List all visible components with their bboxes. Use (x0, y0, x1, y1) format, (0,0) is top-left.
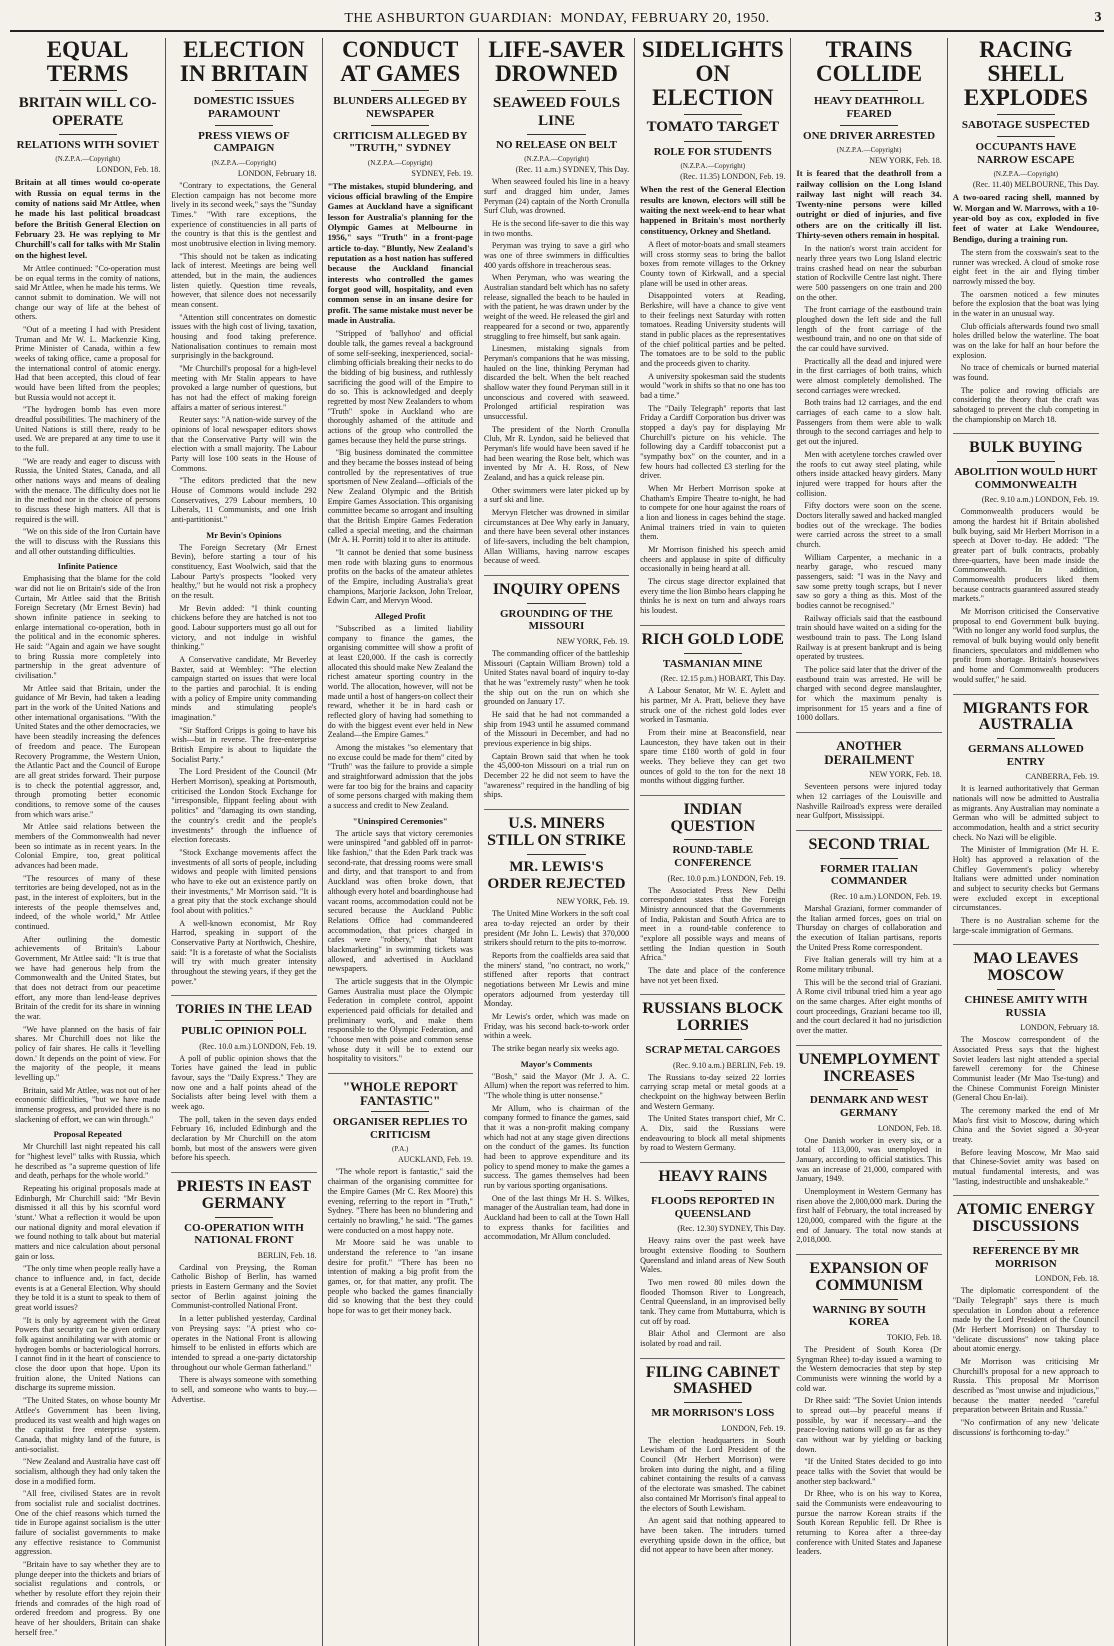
article-paragraph: Practically all the dead and injured were in the first carriages of both trains, which were almost completely demolished. The second carriages were wrecked. (796, 356, 942, 395)
article-headline: ELECTION IN BRITAIN (179, 37, 308, 87)
newspaper-page (10, 8, 1104, 1637)
headline-rule (527, 90, 585, 91)
article-lead: It is feared that the deathroll from a railway collision on the Long Island railway last night will reach 34. Twenty-nine persons were killed outright or died of injuries, and five others are on the critically ill list. Thirty-seven others remain in hospital. (796, 168, 942, 241)
article-dateline: NEW YORK, Feb. 18. (869, 770, 942, 780)
article (640, 795, 785, 989)
article-paragraph: Unemployment in Western Germany has risen above the 2,000,000 mark. During the first half of February, the total increased by 120,000, compared with the figure at the end of January. The total now stands at 2,018,000. (796, 1186, 942, 1245)
article (640, 1162, 785, 1351)
headline-rule (684, 141, 742, 142)
article-deck: TOMATO TARGET (646, 119, 779, 136)
article-paragraph: The article says that victory ceremonies were uninspired "and gabbled off in parrot-like fashion," that the Eden Park track was second-rate, that dressing rooms were small and dirty, and that transport to and from Auckland was often broke down, that although every hotel and boardinghouse had vacant rooms, accommodation could not be secured because the Auckland Public Relations Office had commandeered accommodation, that prices charged in cafes were "robbery," that "blatant blackmarketing" in swimming tickets was allowed, and advertised in Auckland newspapers. (327, 828, 473, 974)
article-headline: EXPANSION OF COMMUNISM (809, 1260, 929, 1294)
headline-rule (59, 90, 117, 91)
article-paragraph: Disappointed voters at Reading, Berkshire, will have a chance to give vent to their feelings next Saturday with rotten tomatoes. Reading University students will stand in public places as the representatives of the chief political parties and be pelted. The tomatoes are to be sold to the public and the proceeds given to charity. (640, 291, 786, 368)
article (796, 1045, 941, 1248)
article-paragraph: The "Daily Telegraph" reports that last Friday a Cardiff Corporation bus driver was stopped a day's pay for displaying Mr Churchill's picture on his vehicle. The following day a Cardiff tobacconist put a "sympathy box" on the counter, and in a few hours had collected £3 sterling for the driver. (640, 403, 786, 481)
article-paragraph: Railway officials said that the eastbound train should have waited on a siding for the westbound train to pass. The Long Island Railway is at present bankrupt and is being operated by trustees. (796, 613, 942, 662)
article-lead: Britain at all times would co-operate with Russia on equal terms in the comity of nations said Mr Attlee, when he made his last political broadcast before the British General Election on February 23. He was replying to Mr Churchill's call for talks with Mr Stalin on the highest level. (15, 177, 161, 260)
article (484, 809, 629, 1245)
article-paragraph: "Out of a meeting I had with President Truman and Mr W. L. Mackenzie King, Prime Minister of Canada, within a few weeks of taking office, came a proposal for the international control of atomic energy. Had that been accepted, this cloud of fear would have been lifted from the peoples; but Russia would not accept it. (15, 324, 161, 402)
article-paragraph: This will be the second trial of Graziani. A Rome civil tribunal tried him a year ago on the same charges. After eight months of court proceedings, Graziani became too ill, and the court declared it had no jurisdiction over the matter. (796, 977, 942, 1036)
headline-rule (684, 839, 742, 840)
article-deck: PRESS VIEWS OF CAMPAIGN (198, 129, 290, 155)
article-paragraph: The United States transport chief, Mr C. A. Dix, said the Russians were endeavouring to block all metal shipments by road to Western Germany. (640, 1114, 786, 1153)
article-paragraph: "Stock Exchange movements affect the investments of all sorts of people, including widows and people with limited pensions who have to eke out an existence partly on their investments," Mr Morrison said. "It is a great pity that the stock exchange should fool about with politics." (171, 847, 317, 915)
article-paragraph: "The hydrogen bomb has even more dreadful possibilities. The machinery of the United Nations is still there, ready to be used. We are prepared at any time to use it to the full. (15, 405, 161, 454)
article-paragraph: The oarsmen noticed a few minutes before the explosion that the boat was lying in the water in an unusual way. (952, 289, 1099, 318)
article (640, 38, 785, 619)
article-credit: (N.Z.P.A.—Copyright) (55, 155, 120, 164)
article-dateline: LONDON, Feb. 18. (877, 1123, 942, 1133)
article-paragraph: Other swimmers were later picked up by a surf ski and line. (483, 485, 630, 505)
headline-rule (527, 603, 585, 604)
article-credit: (N.Z.P.A.—Copyright) (836, 146, 902, 155)
article-headline: SIDELIGHTS ON ELECTION (641, 37, 784, 111)
article-deck: FORMER ITALIAN COMMANDER (820, 862, 918, 888)
article-paragraph: Reports from the coalfields area said that the miners' stand, "no contract, no work," stiffened after reports that contract negotiations between Mr Lewis and mine operators adjourned from yesterday till Monday. (483, 950, 630, 1009)
article-paragraph: A well-known economist, Mr Roy Harrod, speaking in support of the Conservative Party at Northwich, Cheshire, said: "It is a foretaste of what the Socialists will try with much greater intensity throughout the stewing years, if they get the power." (171, 918, 317, 986)
article-deck: GERMANS ALLOWED ENTRY (967, 743, 1084, 768)
article-paragraph: The police and rowing officials are considering the theory that the craft was sabotaged to prevent the club competing in the championship on March 18. (952, 385, 1099, 424)
article-paragraph: The diplomatic correspondent of the "Daily Telegraph" says there is much speculation in London about a reference made by the Lord President of the Council (Mr Herbert Morrison) on Thursday to "delicate discussions" now taking place about atomic energy. (952, 1286, 1099, 1354)
article-dateline: TOKIO, Feb. 18. (886, 1332, 942, 1342)
article-headline: BULK BUYING (969, 439, 1083, 457)
article-paragraph: Fifty doctors were soon on the scene. Doctors literally sawed and hacked mangled bodies out of the wreckage. The bodies were carried across the street to a small church. (796, 501, 942, 549)
article-paragraph: Cardinal von Preysing, the Roman Catholic Bishop of Berlin, has warned priests in Eastern Germany and the Soviet sector of Berlin against joining the Communist-controlled National Front. (171, 1262, 317, 1311)
headline-rule (684, 1190, 742, 1191)
article-headline: FILING CABINET SMASHED (645, 1363, 780, 1398)
article (640, 1358, 785, 1558)
article-paragraph: There is always someone with something to sell, and someone who wants to buy.—Advertise. (171, 1375, 317, 1404)
article-paragraph: The article suggests that in the Olympic Games Australia must place the Olympic Federation in complete control, appoint experienced paid officials for detailed and preliminary work, and make them responsible to the Olympic Federation, and "choose men with poise and common sense whose duty it will be to extend our hospitality to visitors." (327, 976, 473, 1064)
article-paragraph: Commonwealth producers would be among the hardest hit if Britain abolished bulk buying, said Mr Herbert Morrison in a speech at Dover to-day. He added: "The greater part of bulk contracts, probably three-quarters, have been made inside the Commonwealth. In addition, Commonwealth producers liked them because contracts guaranteed assured steady markets." (952, 507, 1099, 604)
article-subhead: Mr Bevin's Opinions (206, 529, 282, 540)
article-paragraph: Mervyn Fletcher was drowned in similar circumstances at Dee Why early in January, and there have been several other instances of life-savers, including the belt champion, Allan Williams, having narrow escapes because of weed. (483, 507, 630, 566)
article-headline: LIFE-SAVER DROWNED (488, 37, 625, 87)
article-dateline: LONDON, February 18. (1020, 1023, 1099, 1033)
article-paragraph: Mr Lewis's order, which was made on Friday, was his second back-to-work order within a week. (483, 1011, 630, 1041)
article-headline: MIGRANTS FOR AUSTRALIA (962, 699, 1089, 734)
article-paragraph: "Bosh," said the Mayor (Mr J. A. C. Allum) when the report was referred to him. "The whole thing is utter nonsense." (483, 1071, 630, 1100)
article-headline: RACING SHELL EXPLODES (963, 37, 1088, 111)
article (953, 38, 1099, 427)
headline-rule (215, 90, 273, 91)
article (953, 944, 1099, 1189)
article-paragraph: When Mr Herbert Morrison spoke at Chatham's Empire Theatre to-night, he had to compete for one hour against the roars of a lion and lioness in cages behind the stage. Animal trainers tried in vain to quieten them. (640, 484, 786, 542)
article-headline: EQUAL TERMS (46, 37, 129, 87)
article-paragraph: The commanding officer of the battleship Missouri (Captain William Brown) told a United States naval board of inquiry to-day that he was "extremely rusty" when he took the ship out on the run on which she grounded on January 17. (483, 649, 630, 707)
article-dateline: (Rec. 12.15 p.m.) HOBART, This Day. (660, 674, 786, 684)
headline-rule (527, 854, 585, 855)
article-headline: MAO LEAVES MOSCOW (973, 950, 1079, 985)
columns (10, 37, 1104, 1637)
article-deck: ROUND-TABLE CONFERENCE (672, 844, 754, 870)
headline-rule (840, 858, 898, 859)
article-paragraph: Repeating his original proposals made at Edinburgh, Mr Churchill said: "Mr Bevin dismissed it all this by his scornful word 'stunt.' What a reflection it would be upon our national dignity and moral elevation if we found nothing to talk about but material matters and nice calculation about personal gain or loss. (15, 1184, 161, 1261)
article-paragraph: Emphasising that the blame for the cold war did not lie on Britain's side of the Iron Curtain, Mr Attlee said that the British Foreign Secretary (Mr Ernest Bevin) had shown infinite patience in seeking to enlarge international co-operation, both in the political and in the economic spheres. He said: "Again and again we have sought to bring Russia more completely into partnership in the great adventure of civilisation." (15, 574, 161, 681)
article (796, 830, 941, 1039)
column-6 (791, 38, 947, 1646)
article-paragraph: No trace of chemicals or burned material was found. (952, 363, 1099, 382)
article-paragraph: Mr Morrison criticised the Conservative proposal to end Government bulk buying. "With no longer any world food surplus, the removal of bulk buying would only benefit financiers, speculators and middlemen who profit from shortage. Britain's housewives and home and Commonwealth producers would suffer," he said. (952, 607, 1099, 684)
headline-rule (684, 114, 742, 115)
article-subhead: Alleged Profit (374, 611, 426, 622)
column-1 (10, 38, 166, 1646)
article-dateline: LONDON, Feb. 18. (1035, 1274, 1099, 1284)
article (953, 1195, 1099, 1440)
article-paragraph: Britain, said Mr Attlee, was not out of her economic difficulties, "but we have made immense progress, and provided there is no slackening of effort, we can win through." (15, 1085, 161, 1124)
article-deck: NO RELEASE ON BELT (496, 138, 617, 151)
article-headline: RICH GOLD LODE (641, 630, 784, 648)
article-deck: ORGANISER REPLIES TO CRITICISM (332, 1116, 468, 1141)
article-paragraph: "It cannot be denied that some business men rode with blazing guns to enormous profits on the backs of the amateur athletes of the Empire, including Australia's great champions, Marjorie Jackson, John Treloar, Edwin Carr, and Mervyn Wood. (327, 548, 473, 606)
article-deck: BRITAIN WILL CO-OPERATE (18, 95, 157, 129)
article-paragraph: Dr Rhee, who is on his way to Korea, said the Communists were endeavouring to pursue the narrow Korean straits if the South Korean Republic fell. Dr Rhee is returning to Korea after a three-day conference with United States and Japanese leaders. (796, 1489, 942, 1557)
article (796, 732, 941, 824)
article-deck: MR. LEWIS'S ORDER REJECTED (487, 858, 626, 892)
article-headline: PRIESTS IN EAST GERMANY (176, 1177, 312, 1212)
article-dateline: (Rec. 12.30) SYDNEY, This Day. (677, 1224, 786, 1234)
article-paragraph: "The United States, on whose bounty Mr Attlee's Government has been living, produced its vast wealth and high wages on the capitalist free enterprise system. Canada, that mighty land of the future, is anti-socialist. (15, 1396, 161, 1454)
article-paragraph: Linesmen, mistaking signals from Peryman's companions that he was missing, hauled on the line, thinking Peryman had discarded the belt. When the belt reached shallow water they found Peryman still in it unconscious and covered with seaweed. Prolonged artificial respiration was unsuccessful. (483, 344, 630, 421)
article-lead: A two-oared racing shell, manned by W. Morgan and W. Marrows, with a 10-year-old boy as cox, exploded in five feet of water at Lake Wendouree, Bendigo, during a training run. (952, 192, 1099, 244)
headline-rule (215, 1020, 273, 1021)
article-credit: (N.Z.P.A.—Copyright) (211, 158, 277, 167)
article-paragraph: Before leaving Moscow, Mr Mao said that Chinese-Soviet amity was based on mutual fundamental interests, and was "lasting, indestructible and unshakeable." (952, 1147, 1099, 1186)
headline-rule (215, 1217, 273, 1218)
article-subhead: Infinite Patience (57, 561, 118, 572)
article-paragraph: Two men rowed 80 miles down the flooded Thomson River to Longreach, Central Queensland, in an improvised belly tank. They came from Muttaburra, which is cut off by road. (640, 1277, 786, 1326)
article-paragraph: Peryman was trying to save a girl who was one of three swimmers in difficulties 400 yards offshore in treacherous seas. (483, 241, 630, 270)
article-paragraph: After outlining the domestic achievements of Britain's Labour Government, Mr Attlee said: "It is true that we have had generous help from the Commonwealth and the United States, but that does not detract from our peacetime effort, any more than lend-lease deprives Britain of the credit for its share in winning the war. (15, 934, 161, 1021)
article (640, 625, 785, 789)
article-paragraph: Men with acetylene torches crawled over the roofs to cut away steel plating, while others inside attacked heavy girders. Many injured were trapped for hours after the collision. (796, 449, 942, 498)
headline-rule (684, 653, 742, 654)
article (484, 575, 629, 803)
article-dateline: AUCKLAND, Feb. 19. (397, 1155, 473, 1165)
article (15, 38, 160, 1640)
headline-rule (527, 134, 585, 135)
article (171, 38, 316, 989)
article-paragraph: "We are ready and eager to discuss with Russia, the United States, Canada, and all other nations ways and means of dealing with the menace. The difficulty does not lie in the method nor in the choice of persons to discuss these high matters. All that is required is the will. (15, 456, 161, 524)
article-paragraph: When seaweed fouled his line in a heavy surf and dragged him under, James Peryman (24) captain of the North Cronulla Surf Club, was drowned. (483, 177, 630, 216)
article-paragraph: The Minister of Immigration (Mr H. E. Holt) has approved a relaxation of the Chifley Government's policy whereby Italians were admitted under nomination and subject to security checks but Germans were excluded except in exceptional circumstances. (952, 845, 1099, 913)
article-deck: MR MORRISON'S LOSS (651, 1407, 775, 1420)
article-deck: BLUNDERS ALLEGED BY NEWSPAPER (333, 95, 468, 120)
article-paragraph: One Danish worker in every six, or a total of 113,000, was unemployed in January, according to official statistics. This was an increase of 21,000, compared with January, 1949. (796, 1135, 942, 1184)
article-deck: CHINESE AMITY WITH RUSSIA (964, 994, 1088, 1019)
article-deck: CO-OPERATION WITH NATIONAL FRONT (184, 1221, 304, 1247)
article (171, 995, 316, 1166)
article-paragraph: Mr Morrison finished his speech amid cheers and applause in spite of difficulty occasionally in being heard at all. (640, 545, 786, 574)
article-paragraph: "Sir Stafford Cripps is going to have his wish—but in reverse. The free-enterprise British Empire is about to liquidate the Socialist Party." (171, 725, 317, 764)
article (796, 38, 941, 726)
article-paragraph: He said that he had not commanded a ship from 1943 until he assumed command of the Missouri in December, and had no previous experience in big ships. (483, 710, 630, 749)
article-subhead: Mayor's Comments (520, 1058, 593, 1069)
article-lead: When the rest of the General Election results are known, electors will still be waiting the next week-end to hear what happened in Britain's most northerly constituency, Orkney and Shetland. (640, 184, 786, 236)
headline-rule (997, 461, 1056, 462)
article-paragraph: Reuter says: "A nation-wide survey of the opinions of local newspaper editors shows that the Conservative Party will win the election with a small majority. The Labour Party will lose 100 seats in the House of Commons. (171, 415, 317, 473)
article-paragraph: "This should not be taken as indicating lack of interest. Meetings are being well attended, but in the main, the audiences listen quietly. Question time reveals, however, that silence does not necessarily mean consent. (171, 251, 317, 309)
article-paragraph: In a letter published yesterday, Cardinal von Preysing says: "A priest who co-operates in the National Front is allowing himself to be enlisted in efforts which are intended to spread a one-party dictatorship throughout our whole German fatherland." (171, 1314, 317, 1372)
article-paragraph: "Stripped of 'ballyhoo' and official double talk, the games reveal a background of some self-seeking, inexperienced, social-climbing officials breaking their necks to do the bidding of big business, and ruthlessly sacrificing the good will of the Empire to do so. This is acknowledged and deeply regretted by most New Zealanders to whom "Truth" spoke in Auckland who are thoroughly ashamed of the attitude and actions of the group who controlled the games because they held the purse strings. (327, 329, 473, 445)
article-paragraph: The Lord President of the Council (Mr Herbert Morrison), speaking at Portsmouth, criticised the London Stock Exchange for "irresponsible, flippant feeling about with politics" and "damaging its own standing, the country's credit and the people's investments" through the influence of election forecasts. (171, 767, 317, 845)
article-paragraph: "The editors predicted that the new House of Commons would include 292 Conservatives, 279 Labour members, 10 Liberals, 11 Communists, and one Irish anti-partitionist." (171, 476, 317, 525)
article-deck: ABOLITION WOULD HURT COMMONWEALTH (954, 466, 1098, 491)
headline-rule (840, 1089, 898, 1090)
headline-rule (997, 114, 1056, 115)
article-dateline: (Rec. 11.35) LONDON, Feb. 19. (680, 172, 786, 182)
article-paragraph: Mr Allum, who is chairman of the company formed to finance the games, said that it was a non-profit making company which had not at any stage given directions on the conduct of the games. Its function had been to approve expenditure and its policy to spend money to make the games a success. The games themselves had been run by various sporting organisations. (483, 1103, 630, 1190)
article-paragraph: The president of the North Cronulla Club, Mr R. Lyndon, said he believed that Peryman's life would have been saved if he had been wearing the Rose belt, which was invented by Mr A. H. Ross, of New Zealand, and has a quick release pin. (483, 424, 630, 482)
article-deck: REFERENCE BY MR MORRISON (972, 1245, 1080, 1270)
column-4 (479, 38, 635, 1646)
article-paragraph: The Foreign Secretary (Mr Ernest Bevin), before starting a tour of his constituency, East Woolwich, said that the Labour Party's prospects "looked very healthy," but he would not risk a prophecy on the result. (171, 542, 317, 601)
article-paragraph: A university spokesman said the students would "work in shifts so that no one has too bad a time." (640, 371, 786, 400)
article-paragraph: Heavy rains over the past week have brought extensive flooding to Southern Queensland and inland areas of New South Wales. (640, 1236, 786, 1275)
masthead (10, 8, 1104, 32)
article-paragraph: Marshal Graziani, former commander of the Italian armed forces, goes on trial on Thursday on charges of collaboration and the execution of Italian partisans, reports the United Press Rome correspondent. (796, 904, 942, 952)
headline-rule (371, 125, 429, 126)
article-credit: (N.Z.P.A.—Copyright) (993, 170, 1059, 179)
article-paragraph: Dr Rhee said: "The Soviet Union intends to spread out—by peaceful means if possible, by war if necessary—and the peace-loving nations will go as far as they can without war by yielding or backing down. (796, 1396, 942, 1454)
article-paragraph: In the nation's worst train accident for nearly three years two Long Island electric trains crashed head on near the suburban station of Rockville Centre last night. There were 500 passengers on one train and 200 on the other. (796, 244, 942, 302)
article-headline: TORIES IN THE LEAD (175, 1001, 313, 1017)
article-paragraph: "The only time when people really have a chance to influence and, in fact, decide events is at a General Election. Why should they be told it is a stunt to speak to them of great world issues? (15, 1264, 161, 1313)
page-number: 3 (1094, 10, 1102, 25)
column-5 (635, 38, 791, 1646)
article-dateline: NEW YORK, Feb. 19. (556, 637, 630, 647)
column-3 (323, 38, 479, 1646)
article-paragraph: Both trains had 12 carriages, and the end carriages of each came to a slow halt. Passengers from them were able to walk through to the second carriages and help to get out the injured. (796, 398, 942, 447)
column-2 (166, 38, 322, 1646)
headline-rule (684, 1039, 742, 1040)
article-paragraph: When Peryman, who was wearing the Australian standard belt which has no safety release, signalled the beach to be hauled in with the patient, he was drawn under by the weight of the weed. He released the girl and reappeared for a second or two, apparently struggling to free himself, but sank again. (483, 273, 630, 341)
article-paragraph: He is the second life-saver to die this way in two months. (483, 219, 630, 238)
article-deck: FLOODS REPORTED IN QUEENSLAND (650, 1194, 775, 1220)
article-dateline: LONDON, February 18. (237, 168, 317, 178)
article-deck: RELATIONS WITH SOVIET (16, 138, 159, 151)
article-deck: DENMARK AND WEST GERMANY (809, 1094, 929, 1119)
article-paragraph: The police said later that the driver of the eastbound train was arrested. He will be charged with second degree manslaughter, for which the maximum penalty is imprisonment for 15 years and a fine of 1000 dollars. (796, 664, 942, 723)
article-paragraph: "If the United States decided to go into peace talks with the Soviet that would be another step backward." (796, 1457, 942, 1486)
article-deck: ROLE FOR STUDENTS (653, 145, 772, 158)
article-dateline: (Rec. 10.0 a.m.) LONDON, Feb. 19. (199, 1041, 317, 1051)
article-deck: GROUNDING OF THE MISSOURI (499, 607, 614, 633)
article-headline: SECOND TRIAL (808, 835, 930, 853)
article-paragraph: "Subscribed as a limited liability company to finance the games, the organising committee will show a profit of at least £20,000. If the cash is correctly allocated this should make New Zealand the richest amateur sporting country in the world. The allocation, however, will not be made until a host of hangers-on collect their reward, whether it be in hard cash or reflected glory of having had something to do with the biggest event ever held in New Zealand—the Empire Games." (327, 624, 473, 740)
article-dateline: LONDON, Feb. 18. (96, 165, 161, 175)
article-dateline: (Rec. 10 a.m.) LONDON, Feb. 19. (830, 892, 942, 902)
article-paragraph: "The resources of many of these territories are being developed, not as in the past, in the interest of exploiters, but in the interests of the people themselves and, indeed, of the whole world," Mr Attlee continued. (15, 873, 161, 931)
headline-rule (371, 90, 429, 91)
headline-rule (215, 125, 273, 126)
article-paragraph: "We have planned on the basis of fair shares. Mr Churchill does not like the policy of fair shares. He calls it 'levelling down.' It depends on the point of view. For the majority of the people, it means levelling up." (15, 1024, 161, 1082)
article-paragraph: The circus stage director explained that every time the lion Bimbo hears clapping he thinks he is next on turn and always roars his loudest. (640, 577, 786, 616)
article-subhead: "Uninspired Ceremonies" (352, 815, 448, 826)
article-dateline: (Rec. 9.10 a.m.) BERLIN, Feb. 19. (672, 1060, 786, 1070)
article-deck: PUBLIC OPINION POLL (181, 1024, 307, 1037)
article-paragraph: Five Italian generals will try him at a Rome military tribunal. (796, 955, 942, 975)
article-deck: DOMESTIC ISSUES PARAMOUNT (193, 95, 295, 120)
article-headline: TRAINS COLLIDE (816, 37, 923, 87)
headline-rule (997, 738, 1056, 739)
article (640, 994, 785, 1156)
headline-rule (59, 134, 117, 135)
article-paragraph: "Contrary to expectations, the General Election campaign has not become more lively in its second week," says the "Sunday Times." "With rare exceptions, the experience of constituencies in all parts of the country is that this is the gentlest and most unobtrusive election in living memory. (171, 180, 317, 248)
article-headline: CONDUCT AT GAMES (340, 37, 461, 87)
article-headline: "WHOLE REPORT FANTASTIC" (342, 1078, 458, 1108)
article-paragraph: The ceremony marked the end of Mr Mao's first visit to Moscow, during which China and the Soviet signed a 30-year treaty. (952, 1106, 1099, 1145)
article-paragraph: Blair Athol and Clermont are also isolated by road and rail. (640, 1329, 786, 1348)
article-subhead: Proposal Repeated (53, 1129, 122, 1140)
headline-rule (840, 125, 898, 126)
article-paragraph: Among the mistakes "so elementary that no excuse could be made for them" cited by "Truth" was the failure to provide a simple and straightforward admission that the jobs were far too big for the brains and capacity of some persons charged with making them a success and credit to New Zealand. (327, 743, 473, 811)
article-headline: ANOTHER DERAILMENT (824, 737, 914, 767)
article-headline: RUSSIANS BLOCK LORRIES (642, 1000, 784, 1035)
article-paragraph: "The whole report is fantastic," said the chairman of the organising committee for the Empire Games (Mr C. Rex Moore) this evening, referring to the report in "Truth," Sydney. "There has been no blundering and certainly no brawling," he said. "The games were conducted on a most happy note. (327, 1167, 473, 1235)
article-paragraph: "No confirmation of any new 'delicate discussions' is forthcoming to-day." (952, 1418, 1099, 1437)
article-deck: WARNING BY SOUTH KOREA (812, 1303, 926, 1329)
article-dateline: NEW YORK, Feb. 19. (556, 897, 630, 907)
article-paragraph: The Associated Press New Delhi correspondent states that the Foreign Ministry announced that the Governments of India, Pakistan and South Africa are to meet in a round-table conference to "explore all possible ways and means of settling the Indian question in South Africa." (640, 885, 786, 963)
article (328, 38, 473, 1067)
article-paragraph: An agent said that nothing appeared to have been taken. The intruders turned everything upside down in the office, but did not appear to have been after money. (640, 1516, 786, 1555)
article-paragraph: Club officials afterwards found two small holes drilled below the waterline. The boat was on the lake for half an hour before the explosion. (952, 321, 1099, 360)
article-dateline: (Rec. 9.10 a.m.) LONDON, Feb. 19. (981, 495, 1099, 505)
article-headline: U.S. MINERS STILL ON STRIKE (487, 815, 626, 849)
article-paragraph: Captain Brown said that when he took the 45,000-ton Missouri on a trial run on December 22 he did not seem to have the "awareness" required in the handling of big ships. (483, 751, 630, 800)
article-paragraph: The date and place of the conference have not yet been fixed. (640, 966, 786, 985)
article-paragraph: It is learned authoritatively that German nationals will now be admitted to Australia as migrants. Any Australian may nominate a German who will be admitted subject to accommodation, health and a strict security check. No Nazi will be eligible. (952, 784, 1099, 842)
article-dateline: NEW YORK, Feb. 18. (869, 156, 942, 166)
article-paragraph: "We on this side of the Iron Curtain have the will to discuss with the Russians this and all other outstanding difficulties. (15, 527, 161, 556)
article-dateline: (Rec. 11.40) MELBOURNE, This Day. (972, 180, 1099, 190)
article-deck: HEAVY DEATHROLL FEARED (814, 95, 925, 120)
article-paragraph: Seventeen persons were injured today when 12 carriages of the Louisville and Nashville Railroad's express were derailed near Gulfport, Mississippi. (796, 782, 942, 821)
article-dateline: BERLIN, Feb. 18. (257, 1250, 317, 1260)
article-paragraph: Mr Attlee said relations between the members of the Commonwealth had never been so intimate as in recent years. In the Colonial Empire, too, great political advances had been made. (15, 822, 161, 870)
article-paragraph: Mr Morrison was criticising Mr Churchill's proposal for a new approach to Russia. This proposal Mr Morrison described as "most unwise and injudicious," because the matter needed "careful preparation between Britain and Russia." (952, 1356, 1099, 1415)
article-dateline: SYDNEY, Feb. 19. (411, 168, 473, 178)
article-paragraph: "It is only by agreement with the Great Powers that security can be given ordinary folk against annihilating war with atomic or hydrogen bombs or bacteriological horrors. I cannot find in it the heart of conscience to close the door upon that hope. Upon its fruition alone, the United Nations can discharge its supreme mission. (15, 1315, 161, 1393)
headline-rule (840, 90, 898, 91)
article-paragraph: "All free, civilised States are in revolt from socialist rule and socialist doctrines. One of the chief reasons which turned the tide in Europe against socialism is the utter failure of socialist governments to make any effective resistance to Communist aggression. (15, 1489, 161, 1557)
masthead-date: MONDAY, FEBRUARY 20, 1950. (560, 11, 770, 26)
article-paragraph: William Carpenter, a mechanic in a nearby garage, who rescued many passengers, said: "I was in the Navy and saw some pretty tough scraps, but I never saw so gory a thing as this. Most of the bodies cannot be recognised." (796, 552, 942, 610)
headline-rule (997, 1240, 1056, 1241)
headline-rule (997, 136, 1056, 137)
headline-rule (684, 1402, 742, 1403)
article (484, 38, 629, 569)
headline-rule (371, 1111, 429, 1112)
article-paragraph: A Conservative candidate, Mr Beverley Baxter, said at Wembley: "The election campaign started on issues that were local to the parties and parochial. It is ending with a policy of Empire unity commanding minds and stimulating people's imagination." (171, 655, 317, 723)
article-paragraph: Mr Bevin added: "I think counting chickens before they are hatched is not too good. Labour supporters must go all out for victory, and not indulge in wishful thinking." (171, 603, 317, 652)
article-paragraph: "Attention still concentrates on domestic issues with the high cost of living, taxation, housing and food taking preference. Nationalisation continues to remain most surprisingly in the background. (171, 312, 317, 361)
article-paragraph: A Labour Senator, Mr W. E. Aylett and his partner, Mr A. Pratt, believe they have struck one of the richest gold lodes ever worked in Tasmania. (640, 686, 786, 725)
article-paragraph: "Britain have to say whether they are to plunge deeper into the thickets and briars of socialist regulations and controls, or whether by resolute effort they rejoin their friends and comrades of the high road of ordered freedom and progress. By one heave of her shoulders, Britain can shake herself free." (15, 1559, 161, 1637)
column-7 (948, 38, 1104, 1646)
article-lead: "The mistakes, stupid blundering, and vicious official brawling of the Empire Games at Auckland have a significant lesson for Australia's planning for the Olympic Games at Melbourne in 1956," says "Truth" in a front-page article to-day. "Bluntly, New Zealand's reputation as a host nation has suffered because the Auckland financial interests who controlled the games forgot good will, hospitality, and even common sense in an insane desire for profit. The same mistake must never be made in Australia. (327, 180, 473, 325)
article-credit: (P.A.) (392, 1145, 409, 1154)
article-paragraph: The front carriage of the eastbound train ploughed down the left side and the full length of the front carriage of the westbound train, and no one on that side of the car could have survived. (796, 305, 942, 354)
article (796, 1254, 941, 1560)
article-paragraph: Mr Attlee continued: "Co-operation must be on equal terms in the comity of nations, said Mr Attlee, when he made his terms. We cannot submit to domination. We will not change our way of life at the behest of others. (15, 263, 161, 322)
article-paragraph: "Big business dominated the committee and they became the bosses instead of being controlled by the representatives of true sportsmen of New Zealand—officials of the New Zealand Olympic and the British Empire Games Association. This organising committee became so arrogant and insulting that the British Empire Games Federation called a special meeting, and the chairman (Mr A. H. Porritt) told it to alter its attitude. (327, 448, 473, 545)
article-paragraph: One of the last things Mr H. S. Wilkes, manager of the Australian team, had done in Auckland had been to call at the Town Hall to express thanks for facilities and accommodation, Mr Allum concluded. (483, 1193, 630, 1242)
article-paragraph: The Moscow correspondent of the Associated Press says that the highest Soviet leaders last night attended a special farewell ceremony for the Chinese Communist leader (Mr Mao Tse-tung) and the Chinese Communist Foreign Minister (General Chou En-lai). (952, 1035, 1099, 1103)
article-dateline: CANBERRA, Feb. 19. (1025, 772, 1099, 782)
article (328, 1073, 473, 1319)
article-paragraph: "New Zealand and Australia have cast off socialism, although they had only taken the dose in a modified form. (15, 1457, 161, 1486)
masthead-title: THE ASHBURTON GUARDIAN: (344, 11, 553, 26)
article-deck: OCCUPANTS HAVE NARROW ESCAPE (975, 141, 1077, 166)
article-paragraph: There is no Australian scheme for the large-scale immigration of Germans. (952, 916, 1099, 935)
article-paragraph: Mr Churchill last night repeated his call for "highest level" talks with Russia, which he described as "a supreme question of life and death, perhaps for the whole world." (15, 1142, 161, 1181)
headline-rule (997, 989, 1056, 990)
article-paragraph: Mr Moore said he was unable to understand the reference to "an insane desire for profit." "There has been no intention of making a big profit from the games, or, for that matter, any profit. The people who backed the games financially did so knowing that the best they could hope for was to get their money back. (327, 1238, 473, 1315)
article-headline: UNEMPLOYMENT INCREASES (798, 1050, 940, 1085)
article (953, 694, 1099, 939)
article-paragraph: A poll of public opinion shows that the Tories have gained the lead in public favour, says the "Daily Express." They are now one and a half points ahead of the Socialists after being level with them a week ago. (171, 1053, 317, 1111)
article-deck: TASMANIAN MINE (662, 657, 763, 670)
article-paragraph: The Russians to-day seized 22 lorries carrying scrap metal or metal goods at a checkpoint on the highway between Berlin and Western Germany. (640, 1072, 786, 1111)
article-paragraph: A fleet of motor-boats and small steamers will cross stormy seas to bring the ballot boxes from remote villages to the Orkney County town of Kirkwall, and a special plane will be used in other areas. (640, 239, 786, 288)
article-paragraph: The strike began nearly six weeks ago. (491, 1043, 619, 1053)
article-paragraph: From their mine at Beaconsfield, near Launceston, they have taken out in their spare time £180 worth of gold in four weeks. They believe they can get two ounces of gold to the ton for the next 18 months without digging further. (640, 727, 786, 786)
article-dateline: (Rec. 10.0 p.m.) LONDON, Feb. 19. (667, 873, 786, 883)
article-deck: SABOTAGE SUSPECTED (961, 119, 1090, 132)
article-deck: CRITICISM ALLEGED BY "TRUTH," SYDNEY (332, 129, 468, 155)
article-paragraph: The President of South Korea (Dr Syngman Rhee) to-day issued a warning to the Western democracies that step by step Communists were winning the world by a cold war. (796, 1344, 942, 1393)
article (953, 433, 1099, 687)
article-paragraph: The election headquarters in South Lewisham of the Lord President of the Council (Mr Herbert Morrison) were broken into during the night, and a filing cabinet containing the results of a canvass of the electorate was smashed. The cabinet also contained Mr Morrison's final appeal to the electors of South Lewisham. (640, 1435, 786, 1513)
article-headline: ATOMIC ENERGY DISCUSSIONS (956, 1201, 1096, 1236)
article-headline: INDIAN QUESTION (670, 800, 756, 835)
article-paragraph: "Mr Churchill's proposal for a high-level meeting with Mr Stalin appears to have provoked a large number of questions, but has not had the effect of making foreign affairs a matter of serious interest." (171, 363, 317, 412)
article-deck: SEAWEED FOULS LINE (492, 95, 621, 129)
article (171, 1172, 316, 1407)
article-paragraph: The poll, taken in the seven days ended February 16, included Edinburgh and the declaration by Mr Churchill on the atom bomb, but most of the answers were given before his speech. (171, 1114, 317, 1163)
article-credit: (N.Z.P.A.—Copyright) (524, 155, 589, 164)
article-headline: INQUIRY OPENS (492, 580, 621, 598)
article-paragraph: Mr Attlee said that Britain, under the guidance of Mr Bevin, had taken a leading part in the work of the United Nations and other international organisations. "With the United States and the other democracies, we have been steadily increasing the defences of freedom and peace. The European Recovery Programme, the Western Union, the Atlantic Pact and the Council of Europe are all great strides forward. Their purpose is to check the potential aggressor, and, through promoting better economic conditions, to remove some of the causes from which wars arise." (15, 683, 161, 819)
article-dateline: LONDON, Feb. 19. (721, 1423, 786, 1433)
article-credit: (N.Z.P.A.—Copyright) (367, 158, 433, 167)
article-headline: HEAVY RAINS (658, 1168, 768, 1186)
article-paragraph: The stern from the coxswain's seat to the runner was wrecked. A cloud of smoke rose eight feet in the air and flying timber narrowly missed the boy. (952, 247, 1099, 286)
article-deck: ONE DRIVER ARRESTED (803, 129, 936, 142)
article-dateline: (Rec. 11 a.m.) SYDNEY, This Day. (515, 165, 630, 175)
article-deck: SCRAP METAL CARGOES (645, 1044, 781, 1057)
headline-rule (840, 1299, 898, 1300)
article-paragraph: The United Mine Workers in the soft coal area to-day rejected an order by their president (Mr John L. Lewis) that 370,000 strikers should return to the pits to-morrow. (483, 909, 630, 948)
article-credit: (N.Z.P.A.—Copyright) (680, 162, 746, 171)
